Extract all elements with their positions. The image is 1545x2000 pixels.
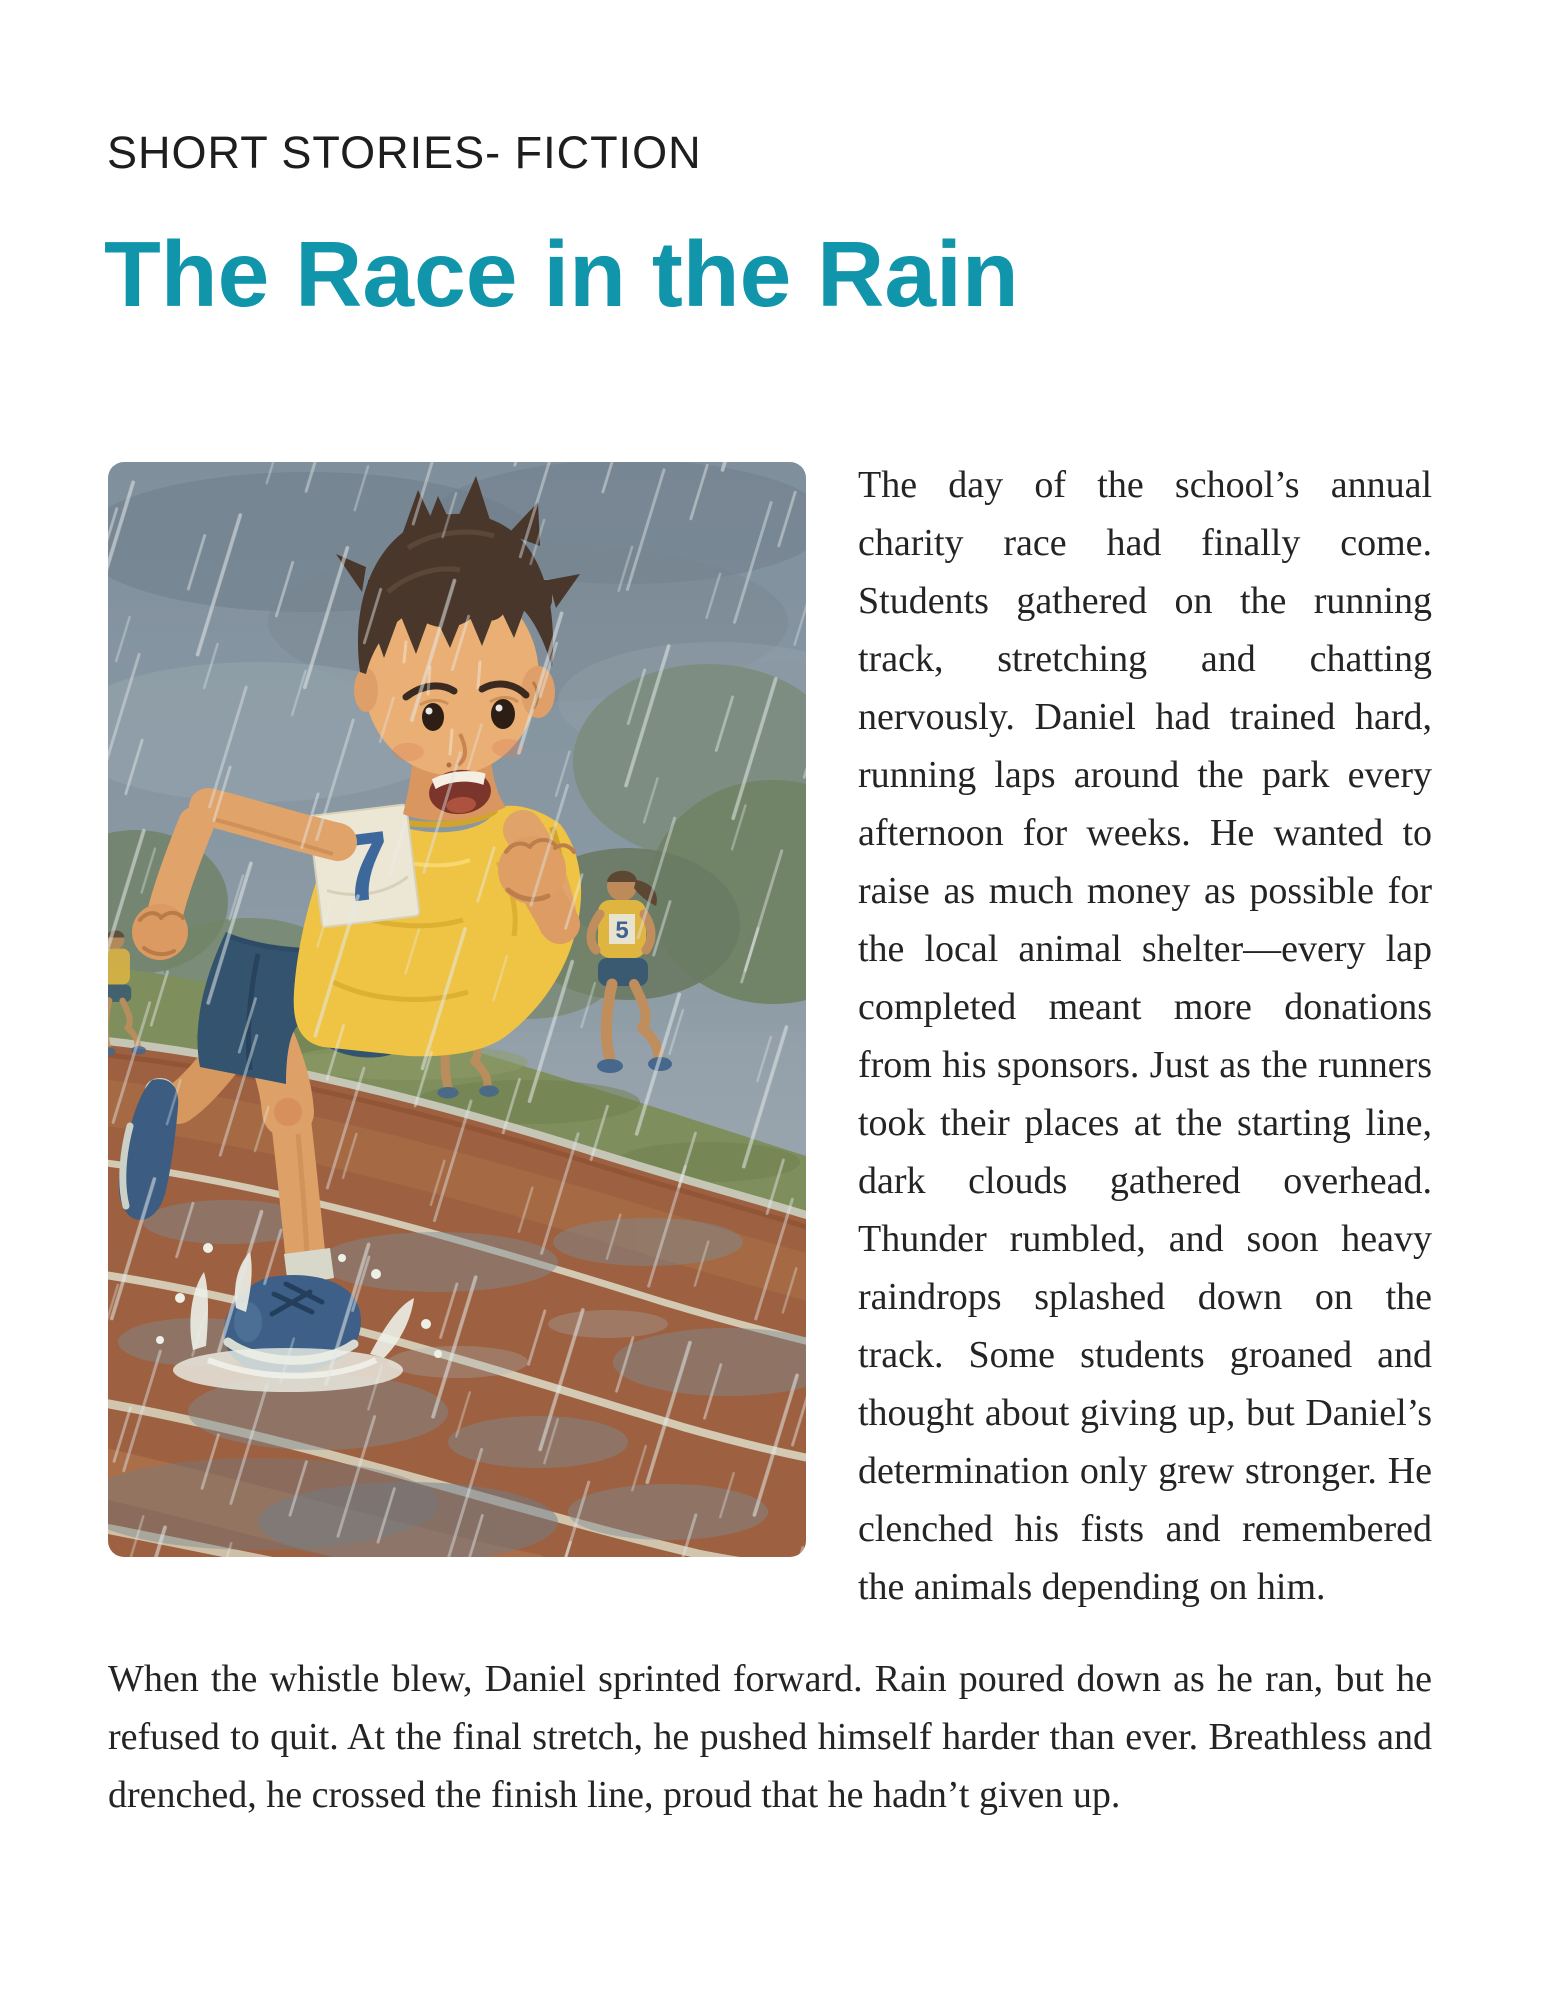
closing-paragraph: When the whistle blew, Daniel sprinted forward. Rain poured down as he ran, but he refused to quit. At the final stretch, he pushed himself harder than ever. Breathless and drenched, he crossed the finish line, proud that he hadn’t given up. [108,1658,1432,1816]
lead-paragraph: The day of the school’s annual charity race had finally come. Students gathered on the running track, stretching and chatting nervously. Daniel had trained hard, running laps around the park every afternoon for weeks. He wanted to raise as much money as possible for the local animal shelter—every lap completed meant more donations from his sponsors. Just as the runners took their places at the starting line, dark clouds gathered overhead. Thunder rumbled, and soon heavy raindrops splashed down on the track. Some students groaned and thought about giving up, but Daniel’s determination only grew stronger. He clenched his fists and remembered the animals depending on him. [858,464,1432,1608]
rain [108,462,806,1557]
story-illustration-frame [108,462,806,1557]
kicker-heading: SHORT STORIES- FICTION [107,127,702,178]
page-title: The Race in the Rain [104,222,1019,326]
story-illustration [108,462,806,1557]
